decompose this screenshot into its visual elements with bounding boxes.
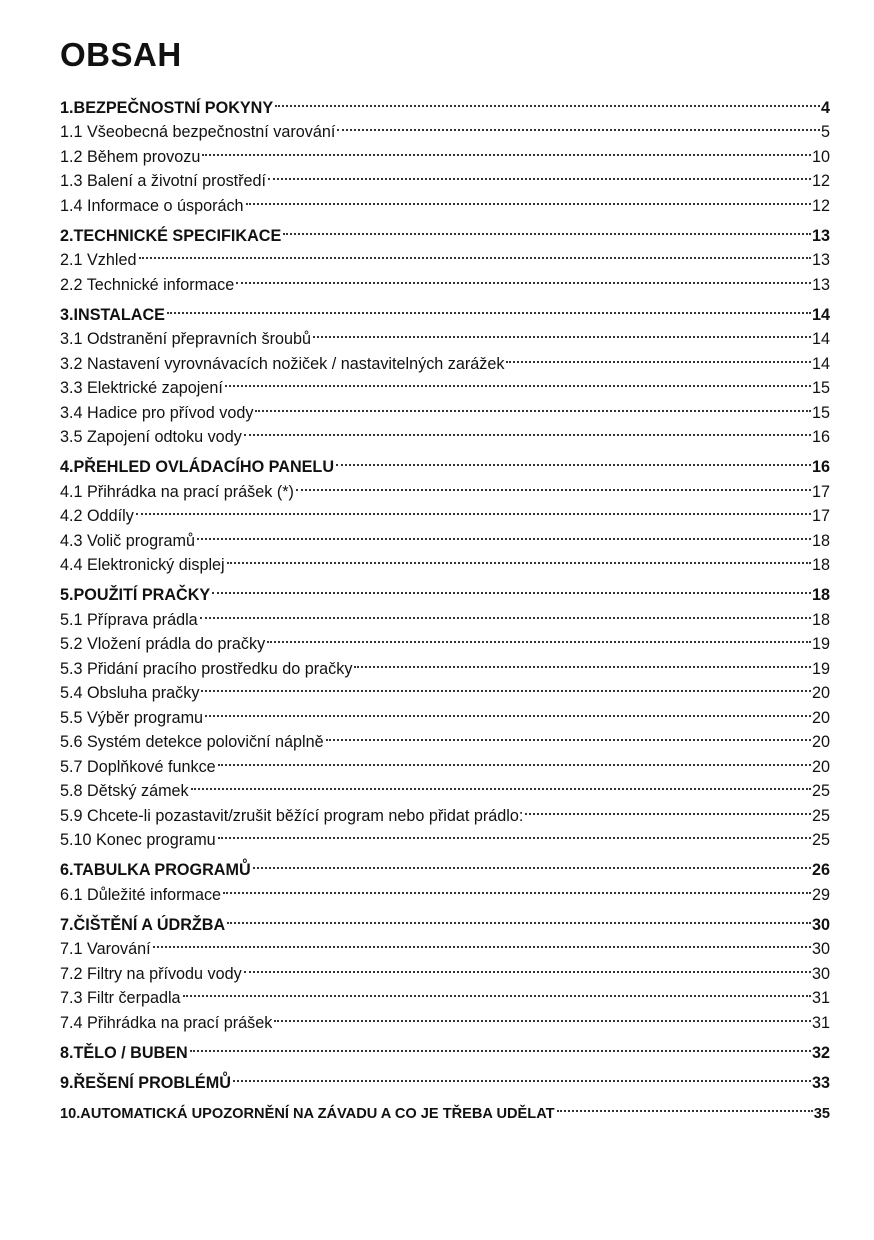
dot-leader [354, 649, 811, 674]
toc-page-number: 30 [811, 940, 830, 958]
toc-page-number: 13 [811, 275, 830, 294]
toc-page-number: 17 [811, 482, 830, 501]
toc-page-number: 13 [811, 226, 830, 245]
dot-leader [191, 772, 811, 797]
dot-leader [506, 344, 811, 369]
toc-page-number: 14 [811, 330, 830, 348]
dot-leader [283, 216, 811, 241]
toc-page-number: 13 [811, 251, 830, 269]
toc-chapter-entry[interactable] [60, 88, 830, 117]
dot-leader [202, 137, 811, 162]
toc-page-number: 19 [811, 635, 830, 653]
toc-chapter-entry[interactable] [60, 1033, 830, 1062]
toc-page-number: 18 [811, 586, 830, 604]
toc-entry-label: 5.1 Příprava prádla [60, 610, 198, 629]
toc-page-number: 33 [811, 1073, 830, 1092]
dot-leader [244, 954, 811, 979]
toc-entry-label: 5.POUŽITÍ PRAČKY [60, 586, 211, 604]
toc-section-entry[interactable] [60, 320, 830, 348]
toc-section-entry[interactable] [60, 265, 830, 294]
toc-section-entry[interactable] [60, 521, 830, 550]
toc-section-entry[interactable] [60, 497, 830, 525]
dot-leader [201, 674, 811, 699]
dot-leader [337, 113, 820, 138]
dot-leader [268, 162, 811, 187]
dot-leader [557, 1093, 813, 1118]
toc-entry-label: 5.9 Chcete-li pozastavit/zrušit běžící program nebo přidat prádlo: [60, 806, 524, 825]
toc-page-number: 18 [811, 610, 830, 629]
dot-leader [525, 796, 811, 821]
toc-entry-label: 8.TĚLO / BUBEN [60, 1043, 188, 1062]
toc-page-number: 18 [811, 556, 830, 574]
toc-entry-label: 7.3 Filtr čerpadla [60, 989, 181, 1007]
toc-page-number: 10 [811, 147, 830, 166]
dot-leader [255, 393, 811, 418]
dot-leader [153, 930, 811, 955]
dot-leader [227, 905, 811, 930]
toc-entry-label: 5.4 Obsluha pračky [60, 684, 200, 702]
dot-leader [253, 851, 811, 876]
toc-entry-label: 7.ČIŠTĚNÍ A ÚDRŽBA [60, 915, 226, 934]
table-of-contents [60, 88, 830, 1122]
toc-entry-label: 4.1 Přihrádka na prací prášek (*) [60, 482, 294, 501]
toc-entry-label: 3.4 Hadice pro přívod vody [60, 403, 254, 422]
dot-leader [218, 821, 811, 846]
toc-page-number: 20 [811, 733, 830, 751]
toc-page-number: 17 [811, 507, 830, 525]
toc-page-number: 16 [811, 458, 830, 476]
toc-page-number: 20 [811, 708, 830, 727]
toc-entry-label: 3.5 Zapojení odtoku vody [60, 428, 242, 446]
toc-chapter-entry[interactable] [60, 1093, 830, 1122]
toc-chapter-entry[interactable] [60, 216, 830, 245]
toc-entry-label: 3.2 Nastavení vyrovnávacích nožiček / nastavitelných zarážek [60, 354, 505, 373]
dot-leader [326, 723, 811, 748]
page-title: OBSAH [60, 36, 182, 73]
toc-entry-label: 3.INSTALACE [60, 305, 165, 324]
toc-page-number: 16 [811, 428, 830, 446]
toc-page-number: 14 [811, 305, 830, 324]
dot-leader [267, 625, 811, 650]
toc-entry-label: 7.4 Přihrádka na prací prášek [60, 1013, 273, 1032]
dot-leader [236, 265, 811, 290]
toc-entry-label: 6.1 Důležité informace [60, 885, 222, 904]
toc-entry-label: 1.4 Informace o úsporách [60, 196, 244, 215]
dot-leader [313, 320, 811, 345]
toc-page-number: 25 [811, 782, 830, 800]
toc-entry-label: 5.10 Konec programu [60, 831, 216, 849]
dot-leader [183, 979, 811, 1004]
dot-leader [336, 448, 811, 473]
toc-entry-label: 5.5 Výběr programu [60, 708, 204, 727]
toc-entry-label: 3.1 Odstranění přepravních šroubů [60, 330, 312, 348]
toc-chapter-entry[interactable] [60, 295, 830, 324]
dot-leader [246, 186, 811, 211]
toc-entry-label: 4.3 Volič programů [60, 531, 195, 550]
dot-leader [167, 295, 811, 320]
toc-entry-label: 3.3 Elektrické zapojení [60, 379, 223, 397]
toc-page-number: 31 [811, 989, 830, 1007]
dot-leader [223, 875, 811, 900]
toc-entry-label: 1.1 Všeobecná bezpečnostní varování [60, 123, 336, 141]
toc-entry-label: 2.TECHNICKÉ SPECIFIKACE [60, 226, 282, 245]
toc-entry-label: 9.ŘEŠENÍ PROBLÉMŮ [60, 1073, 231, 1092]
dot-leader [218, 747, 811, 772]
toc-page-number: 25 [811, 806, 830, 825]
dot-leader [139, 241, 811, 266]
toc-entry-label: 2.1 Vzhled [60, 251, 137, 269]
dot-leader [197, 521, 811, 546]
toc-entry-label: 5.8 Dětský zámek [60, 782, 189, 800]
toc-entry-label: 1.3 Balení a životní prostředí [60, 172, 267, 190]
toc-entry-label: 5.2 Vložení prádla do pračky [60, 635, 266, 653]
toc-page-number: 20 [811, 757, 830, 776]
toc-entry-label: 5.6 Systém detekce poloviční náplně [60, 733, 324, 751]
dot-leader [200, 600, 811, 625]
toc-page-number: 26 [811, 861, 830, 879]
dot-leader [225, 369, 811, 394]
toc-page-number: 4 [820, 98, 830, 117]
toc-page-number: 19 [811, 659, 830, 678]
toc-entry-label: 4.PŘEHLED OVLÁDACÍHO PANELU [60, 458, 335, 476]
toc-page-number: 30 [811, 964, 830, 983]
toc-page-number: 25 [811, 831, 830, 849]
toc-entry-label: 1.2 Během provozu [60, 147, 201, 166]
toc-page-number: 14 [811, 354, 830, 373]
dot-leader [296, 472, 811, 497]
dot-leader [274, 1003, 811, 1028]
toc-page-number: 32 [811, 1043, 830, 1062]
toc-chapter-entry[interactable] [60, 448, 830, 476]
toc-section-entry[interactable] [60, 241, 830, 269]
toc-section-entry[interactable] [60, 954, 830, 983]
toc-page-number: 15 [811, 379, 830, 397]
toc-page-number: 30 [811, 915, 830, 934]
toc-chapter-entry[interactable] [60, 851, 830, 879]
toc-entry-label: 1.BEZPEČNOSTNÍ POKYNY [60, 98, 274, 117]
dot-leader [205, 698, 811, 723]
toc-page-number: 31 [811, 1013, 830, 1032]
toc-page-number: 12 [811, 172, 830, 190]
toc-entry-label: 5.3 Přidání pracího prostředku do pračky [60, 659, 353, 678]
toc-chapter-entry[interactable] [60, 576, 830, 604]
dot-leader [227, 546, 811, 571]
dot-leader [212, 576, 811, 601]
toc-section-entry[interactable] [60, 930, 830, 958]
dot-leader [275, 88, 820, 113]
dot-leader [136, 497, 811, 522]
toc-page-number: 12 [811, 196, 830, 215]
toc-entry-label: 10.AUTOMATICKÁ UPOZORNĚNÍ NA ZÁVADU A CO JE TŘEBA UDĚLAT [60, 1105, 555, 1122]
toc-page-number: 5 [820, 123, 830, 141]
dot-leader [244, 418, 811, 443]
toc-page-number: 29 [811, 885, 830, 904]
toc-entry-label: 5.7 Doplňkové funkce [60, 757, 216, 776]
toc-page-number: 35 [813, 1105, 830, 1122]
toc-entry-label: 2.2 Technické informace [60, 275, 235, 294]
toc-entry-label: 4.4 Elektronický displej [60, 556, 225, 574]
toc-entry-label: 7.2 Filtry na přívodu vody [60, 964, 242, 983]
toc-page-number: 18 [811, 531, 830, 550]
toc-chapter-entry[interactable] [60, 905, 830, 934]
toc-entry-label: 4.2 Oddíly [60, 507, 134, 525]
dot-leader [190, 1033, 811, 1058]
dot-leader [233, 1063, 811, 1088]
toc-chapter-entry[interactable] [60, 1063, 830, 1092]
toc-entry-label: 6.TABULKA PROGRAMŮ [60, 861, 251, 879]
toc-page-number: 20 [811, 684, 830, 702]
toc-page-number: 15 [811, 403, 830, 422]
toc-entry-label: 7.1 Varování [60, 940, 151, 958]
